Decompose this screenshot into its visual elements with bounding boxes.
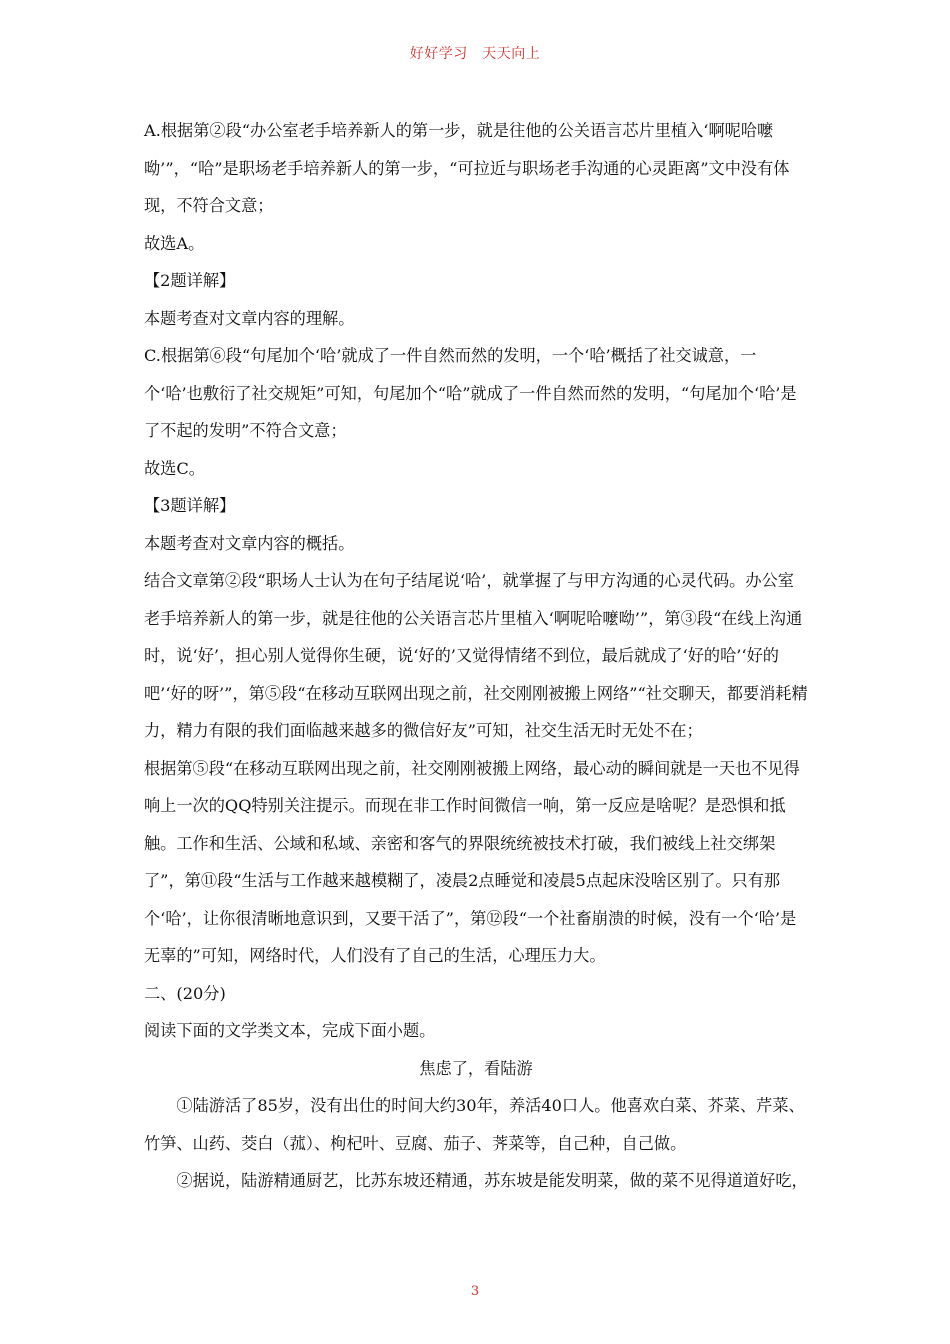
answer-paragraph: A.根据第②段“办公室老手培养新人的第一步，就是往他的公关语言芯片里植入‘啊呢哈嚒呦’”，“哈”是职场老手培养新人的第一步，“可拉近与职场老手沟通的心灵距离”文中没有体现，不符合文意； [144,121,790,215]
answer-paragraph: 结合文章第②段“职场人士认为在句子结尾说‘哈’，就掌握了与甲方沟通的心灵代码。办公室老手培养新人的第一步，就是往他的公关语言芯片里植入‘啊呢哈嚒呦’”，第③段“在线上沟通时，说‘好’，担心别人觉得你生硬，说‘好的’又觉得情绪不到位，最后就成了‘好的哈’‘好的吧’‘好的呀’”，第⑤段“在移动互联网出现之前，社交刚刚被搬上网络”“社交聊天，都要消耗精力，精力有限的我们面临越来越多的微信好友”可知，社交生活无时无处不在； [144,571,808,740]
answer-paragraph: 根据第⑤段“在移动互联网出现之前，社交刚刚被搬上网络，最心动的瞬间就是一天也不见得响上一次的QQ特别关注提示。而现在非工作时间微信一响，第一反应是啥呢？是恐惧和抵触。工作和生活、公域和私域、亲密和客气的界限统统被技术打破，我们被线上社交绑架了”，第⑪段“生活与工作越来越模糊了，凌晨2点睡觉和凌晨5点起床没啥区别了。只有那个‘哈’，让你很清晰地意识到，又要干活了”，第⑫段“一个社畜崩溃的时候，没有一个‘哈’是无辜的”可知，网络时代，人们没有了自己的生活，心理压力大。 [144,758,800,965]
document-body [144,112,808,1200]
article-paragraph: ②据说，陆游精通厨艺，比苏东坡还精通，苏东坡是能发明菜，做的菜不见得道道好吃， [176,1171,808,1190]
section-heading: 【3题详解】 [144,496,236,515]
answer-choice: 故选C。 [144,458,205,478]
answer-choice: 故选A。 [144,233,205,253]
answer-paragraph: C.根据第⑥段“句尾加个‘哈’就成了一件自然而然的发明，一个‘哈’概括了社交诚意，一个‘哈’也敷衍了社交规矩”可知，句尾加个“哈”就成了一件自然而然的发明，“句尾加个‘哈’是了不起的发明”不符合文意； [144,346,797,440]
article-title: 焦虑了，看陆游 [419,1058,533,1078]
answer-paragraph: 本题考查对文章内容的概括。 [144,533,355,553]
part-heading: 二、(20分) [144,983,226,1003]
page-header: 好好学习 天天向上 [409,46,541,62]
page-number: 3 [470,1284,480,1299]
article-paragraph: ①陆游活了85岁，没有出仕的时间大约30年，养活40口人。他喜欢白菜、芥菜、芹菜、竹笋、山药、茭白（菰）、枸杞叶、豆腐、茄子、荠菜等，自己种，自己做。 [144,1096,805,1153]
instruction-text: 阅读下面的文学类文本，完成下面小题。 [144,1021,436,1040]
answer-paragraph: 本题考查对文章内容的理解。 [144,308,355,328]
section-heading: 【2题详解】 [144,271,236,290]
